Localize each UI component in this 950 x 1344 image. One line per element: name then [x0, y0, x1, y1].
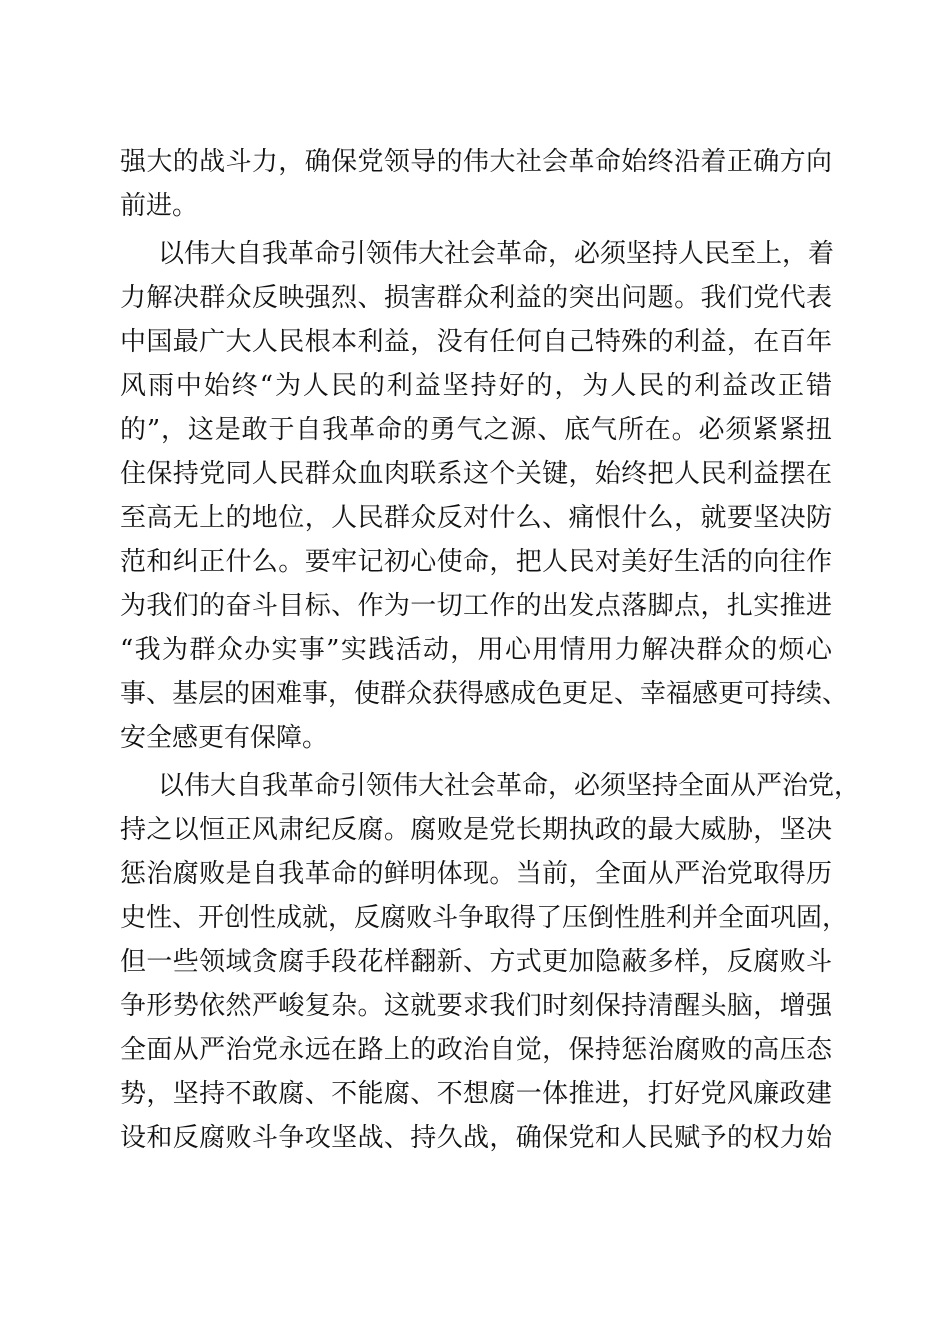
text-line: 持之以恒正风肃纪反腐。腐败是党长期执政的最大威胁，坚决: [120, 815, 832, 845]
text-line: 的”，这是敢于自我革命的勇气之源、底气所在。必须紧紧扭: [120, 415, 832, 445]
text-line: 争形势依然严峻复杂。这就要求我们时刻保持清醒头脑，增强: [120, 991, 832, 1021]
text-line: 强大的战斗力，确保党领导的伟大社会革命始终沿着正确方向: [120, 147, 832, 177]
text-line: 以伟大自我革命引领伟大社会革命，必须坚持人民至上，着: [158, 239, 835, 269]
text-line: 惩治腐败是自我革命的鲜明体现。当前，全面从严治党取得历: [120, 859, 832, 889]
text-line: 设和反腐败斗争攻坚战、持久战，确保党和人民赋予的权力始: [120, 1123, 832, 1153]
paragraph-3: [120, 764, 861, 1160]
paragraph-1: [120, 140, 832, 228]
text-line: 势，坚持不敢腐、不能腐、不想腐一体推进，打好党风廉政建: [120, 1079, 832, 1109]
text-line: 全面从严治党永远在路上的政治自觉，保持惩治腐败的高压态: [120, 1035, 832, 1065]
text-line: 事、基层的困难事，使群众获得感成色更足、幸福感更可持续、: [120, 679, 849, 709]
text-line: 范和纠正什么。要牢记初心使命，把人民对美好生活的向往作: [120, 547, 832, 577]
text-line: 中国最广大人民根本利益，没有任何自己特殊的利益，在百年: [120, 327, 832, 357]
text-line: 至高无上的地位，人民群众反对什么、痛恨什么，就要坚决防: [120, 503, 832, 533]
text-line: 史性、开创性成就，反腐败斗争取得了压倒性胜利并全面巩固，: [120, 903, 849, 933]
paragraph-2: [120, 232, 849, 760]
text-line: 安全感更有保障。: [120, 723, 329, 753]
text-line: 力解决群众反映强烈、损害群众利益的突出问题。我们党代表: [120, 283, 832, 313]
text-line: 前进。: [120, 191, 199, 221]
text-line: 住保持党同人民群众血肉联系这个关键，始终把人民利益摆在: [120, 459, 832, 489]
document-page: [120, 140, 861, 1164]
text-line: 风雨中始终“为人民的利益坚持好的，为人民的利益改正错: [120, 371, 832, 401]
text-line: 但一些领域贪腐手段花样翻新、方式更加隐蔽多样，反腐败斗: [120, 947, 832, 977]
text-line: “我为群众办实事”实践活动，用心用情用力解决群众的烦心: [120, 635, 832, 665]
text-line: 为我们的奋斗目标、作为一切工作的出发点落脚点，扎实推进: [120, 591, 832, 621]
text-line: 以伟大自我革命引领伟大社会革命，必须坚持全面从严治党，: [158, 771, 861, 801]
